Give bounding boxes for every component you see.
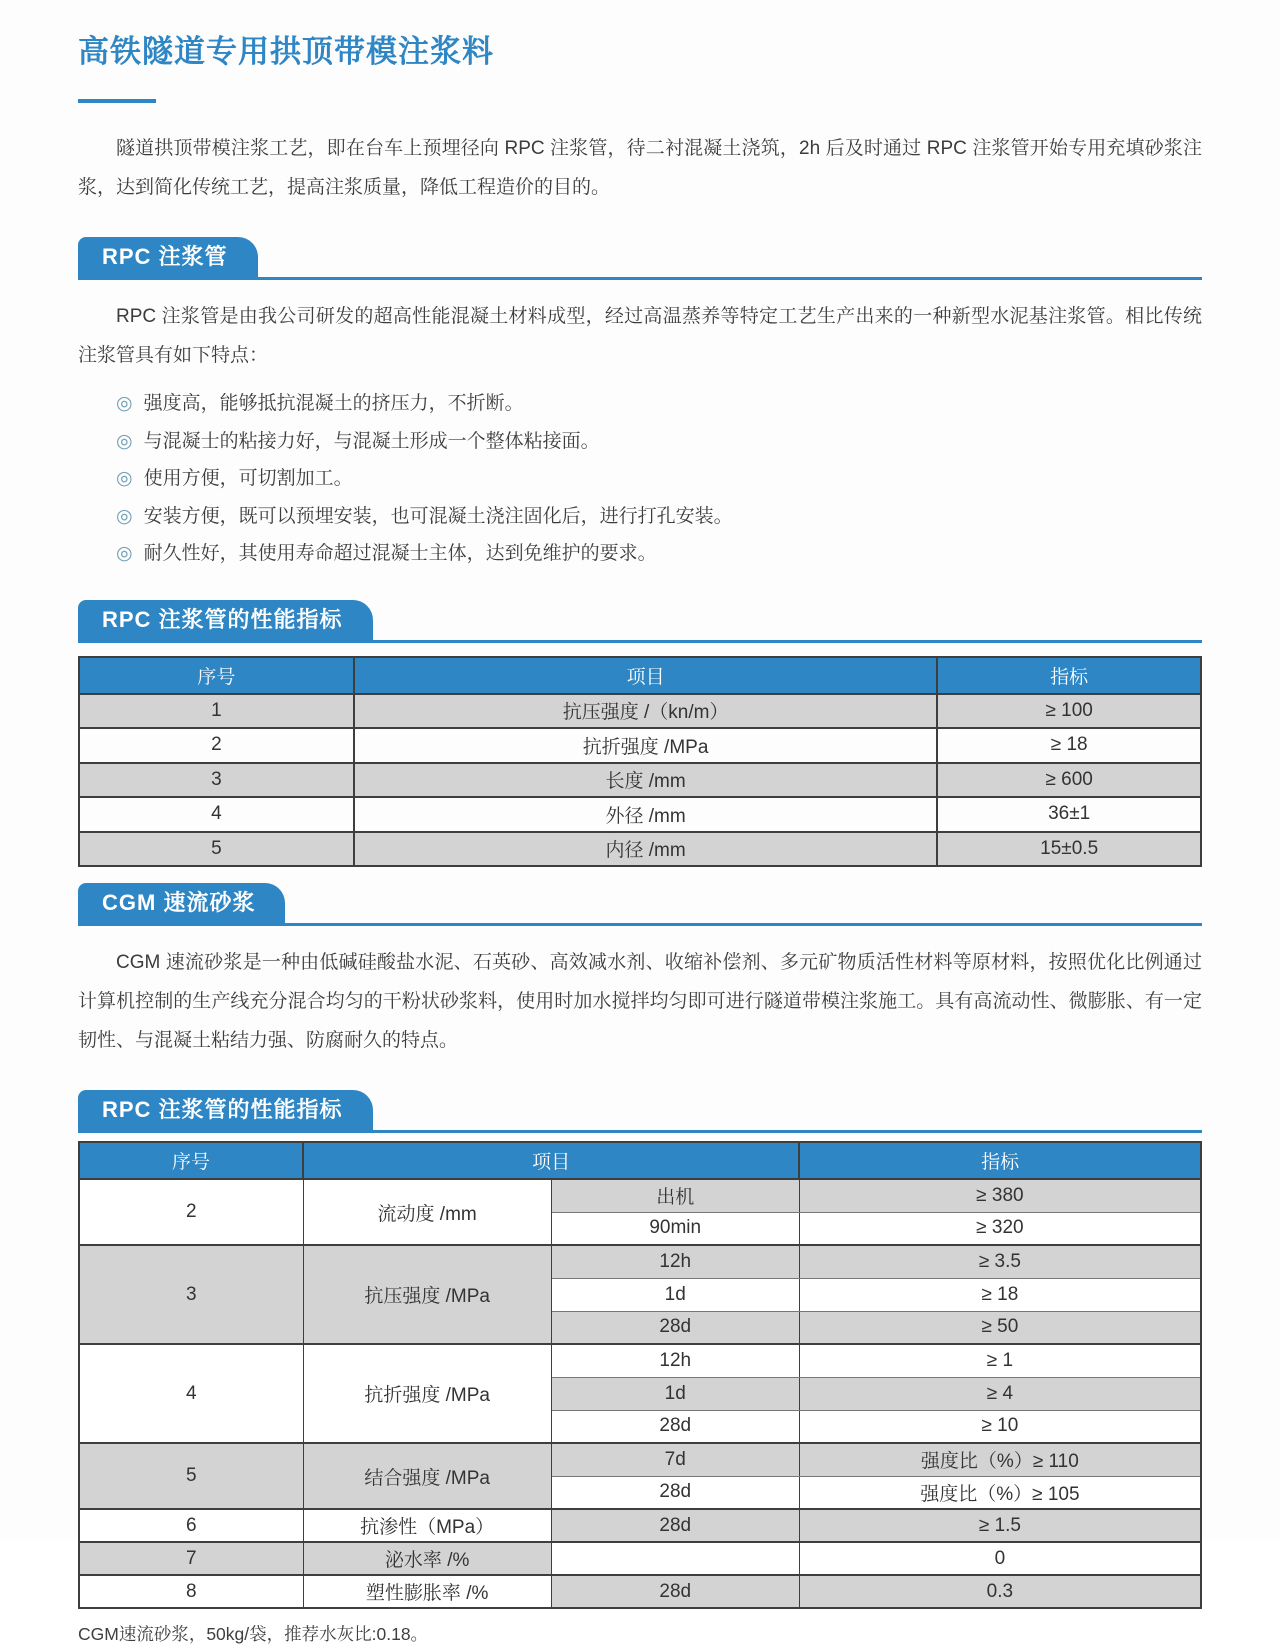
- table-cell: 7: [79, 1542, 303, 1575]
- table-cell: [551, 1542, 799, 1575]
- table-row: [79, 728, 1201, 763]
- section-title-rpc: RPC 注浆管: [78, 237, 258, 277]
- table-cell: 4: [79, 1344, 303, 1443]
- table-cell: 2: [79, 728, 354, 763]
- table-cell: 强度比（%）≥ 110: [799, 1443, 1201, 1476]
- table-cell: 15±0.5: [937, 832, 1201, 867]
- list-item: [78, 460, 1202, 498]
- table-cell: ≥ 4: [799, 1377, 1201, 1410]
- list-item: [78, 423, 1202, 461]
- table-cell: 流动度 /mm: [303, 1179, 551, 1245]
- section-title-rpc-performance: RPC 注浆管的性能指标: [78, 600, 373, 640]
- section-banner-cgm-performance: [78, 1090, 1202, 1133]
- table-cell: 8: [79, 1575, 303, 1608]
- intro-paragraph: 隧道拱顶带模注浆工艺，即在台车上预埋径向 RPC 注浆管，待二衬混凝土浇筑，2h 后及时通过 RPC 注浆管开始专用充填砂浆注浆，达到简化传统工艺，提高注浆质量，降低工程造价的目的。: [78, 138, 1202, 198]
- list-item-text: 安装方便，既可以预埋安装，也可混凝土浇注固化后，进行打孔安装。: [143, 505, 733, 527]
- table-cell: 1: [79, 694, 354, 729]
- table-cell: 结合强度 /MPa: [303, 1443, 551, 1509]
- list-item: [78, 535, 1202, 573]
- table-cell: 28d: [551, 1410, 799, 1443]
- table-cell: ≥ 50: [799, 1311, 1201, 1344]
- table-cell: 7d: [551, 1443, 799, 1476]
- cgm-performance-table: [78, 1141, 1202, 1609]
- section-title-cgm-performance: RPC 注浆管的性能指标: [78, 1090, 373, 1130]
- column-header: 序号: [79, 657, 354, 694]
- rpc-paragraph: RPC 注浆管是由我公司研发的超高性能混凝土材料成型，经过高温蒸养等特定工艺生产出来的一种新型水泥基注浆管。相比传统注浆管具有如下特点：: [78, 306, 1202, 366]
- table-row: [79, 1245, 1201, 1278]
- table-cell: ≥ 3.5: [799, 1245, 1201, 1278]
- table-cell: 抗渗性（MPa）: [303, 1509, 551, 1542]
- table-cell: 0: [799, 1542, 1201, 1575]
- double-circle-icon: ◎: [116, 468, 133, 489]
- table-row: [79, 1575, 1201, 1608]
- table-cell: 3: [79, 763, 354, 798]
- rpc-performance-table: [78, 656, 1202, 868]
- column-header: 指标: [799, 1142, 1201, 1179]
- table-row: [79, 1509, 1201, 1542]
- table-row: [79, 1542, 1201, 1575]
- table-cell: 外径 /mm: [354, 797, 937, 832]
- table-cell: 内径 /mm: [354, 832, 937, 867]
- list-item-text: 与混凝士的粘接力好，与混凝土形成一个整体粘接面。: [143, 430, 600, 452]
- table-cell: 5: [79, 1443, 303, 1509]
- table-cell: ≥ 100: [937, 694, 1201, 729]
- table-cell: 1d: [551, 1377, 799, 1410]
- column-header: 序号: [79, 1142, 303, 1179]
- table-cell: 3: [79, 1245, 303, 1344]
- section-banner-rpc-performance: [78, 600, 1202, 643]
- list-item: [78, 498, 1202, 536]
- double-circle-icon: ◎: [116, 430, 133, 452]
- table-cell: 36±1: [937, 797, 1201, 832]
- list-item-text: 强度高，能够抵抗混凝土的挤压力，不折断。: [143, 393, 524, 414]
- table-cell: ≥ 1.5: [799, 1509, 1201, 1542]
- table-header-row: [79, 657, 1201, 694]
- table-cell: 28d: [551, 1311, 799, 1344]
- section-banner-rpc: [78, 237, 1202, 280]
- page-title: 高铁隧道专用拱顶带模注浆料: [78, 34, 494, 69]
- table-cell: 0.3: [799, 1575, 1201, 1608]
- table-cell: 抗压强度 /（kn/m）: [354, 694, 937, 729]
- table-cell: 抗折强度 /MPa: [354, 728, 937, 763]
- column-header: 项目: [354, 657, 937, 694]
- double-circle-icon: ◎: [116, 393, 133, 414]
- table-cell: 6: [79, 1509, 303, 1542]
- footer-note: CGM速流砂浆，50kg/袋，推荐水灰比:0.18。: [78, 1624, 429, 1644]
- column-header: 指标: [937, 657, 1201, 694]
- table-cell: 抗压强度 /MPa: [303, 1245, 551, 1344]
- table-cell: 28d: [551, 1509, 799, 1542]
- table-cell: 28d: [551, 1476, 799, 1509]
- table-cell: 塑性膨胀率 /%: [303, 1575, 551, 1608]
- section-title-cgm: CGM 速流砂浆: [78, 883, 285, 923]
- table-cell: ≥ 10: [799, 1410, 1201, 1443]
- section-banner-cgm: [78, 883, 1202, 926]
- table-cell: 5: [79, 832, 354, 867]
- table-cell: 90min: [551, 1212, 799, 1245]
- table-cell: ≥ 18: [937, 728, 1201, 763]
- table-row: [79, 832, 1201, 867]
- table-cell: 4: [79, 797, 354, 832]
- table-cell: ≥ 320: [799, 1212, 1201, 1245]
- column-header: 项目: [303, 1142, 799, 1179]
- table-cell: 长度 /mm: [354, 763, 937, 798]
- table-row: [79, 1344, 1201, 1377]
- table-cell: 12h: [551, 1344, 799, 1377]
- table-cell: 12h: [551, 1245, 799, 1278]
- list-item-text: 耐久性好，其使用寿命超过混凝士主体，达到免维护的要求。: [143, 543, 657, 564]
- cgm-paragraph: CGM 速流砂浆是一种由低碱硅酸盐水泥、石英砂、高效减水剂、收缩补偿剂、多元矿物质活性材料等原材料，按照优化比例通过计算机控制的生产线充分混合均匀的干粉状砂浆料，使用时加水搅拌均匀即可进行隧道带模注浆施工。具有高流动性、微膨胀、有一定韧性、与混凝土粘结力强、防腐耐久的特点。: [78, 952, 1202, 1051]
- table-cell: 抗折强度 /MPa: [303, 1344, 551, 1443]
- double-circle-icon: ◎: [116, 543, 133, 564]
- table-cell: 出机: [551, 1179, 799, 1212]
- table-cell: ≥ 18: [799, 1278, 1201, 1311]
- table-cell: ≥ 600: [937, 763, 1201, 798]
- table-cell: ≥ 1: [799, 1344, 1201, 1377]
- table-header-row: [79, 1142, 1201, 1179]
- table-cell: 1d: [551, 1278, 799, 1311]
- table-cell: ≥ 380: [799, 1179, 1201, 1212]
- table-cell: 28d: [551, 1575, 799, 1608]
- table-cell: 泌水率 /%: [303, 1542, 551, 1575]
- double-circle-icon: ◎: [116, 505, 133, 527]
- table-row: [79, 1443, 1201, 1476]
- list-item-text: 使用方便，可切割加工。: [143, 468, 353, 489]
- table-row: [79, 797, 1201, 832]
- table-cell: 2: [79, 1179, 303, 1245]
- title-underline: [78, 99, 156, 103]
- table-row: [79, 763, 1201, 798]
- list-item: [78, 385, 1202, 423]
- table-row: [79, 1179, 1201, 1212]
- table-row: [79, 694, 1201, 729]
- table-cell: 强度比（%）≥ 105: [799, 1476, 1201, 1509]
- rpc-feature-list: [78, 385, 1202, 573]
